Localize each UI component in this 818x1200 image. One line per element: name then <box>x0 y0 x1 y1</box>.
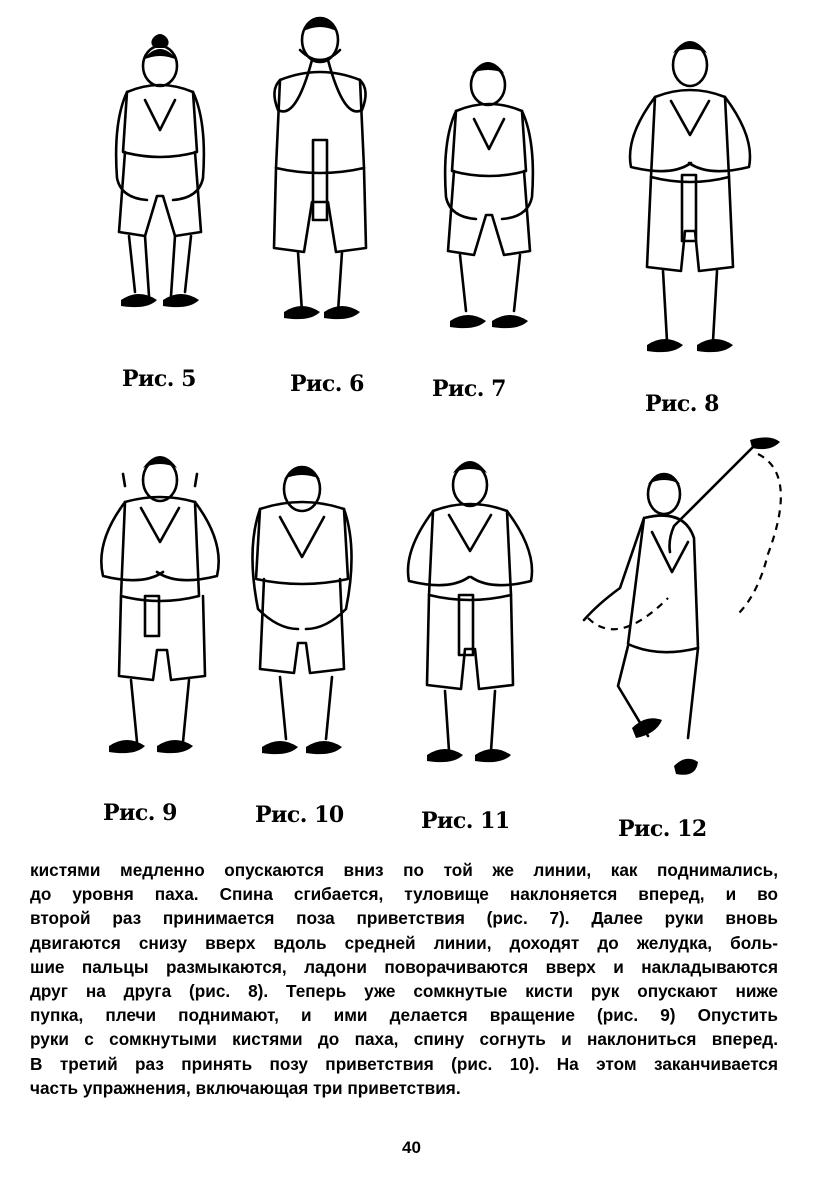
body-text-paragraph <box>30 858 778 1100</box>
text-line: часть упражнения, включающая три приветствия. <box>30 1077 461 1098</box>
figure-11-illustration <box>405 455 535 775</box>
figure-5-illustration <box>105 30 215 330</box>
figure-6-illustration <box>270 10 380 330</box>
figure-12-illustration <box>578 432 788 787</box>
text-line: В третий раз принять позу приветствия (рис. 10). На этом заканчивается <box>30 1053 778 1074</box>
figure-10-illustration <box>250 455 360 770</box>
figure-8-illustration <box>625 35 755 365</box>
text-line: пупка, плечи поднимают, и ими делается вращение (рис. 9) Опустить <box>30 1005 778 1026</box>
text-line: шие пальцы размыкаются, ладони поворачиваются вверх и накладываются <box>30 956 778 977</box>
caption-figure-11: Рис. 11 <box>421 808 510 834</box>
caption-figure-6: Рис. 6 <box>290 371 364 397</box>
text-line: кистями медленно опускаются вниз по той же линии, как поднимались, <box>30 860 778 880</box>
caption-figure-5: Рис. 5 <box>122 366 196 392</box>
text-line: руки с сомкнутыми кистями до паха, спину согнуть и наклониться вперед. <box>30 1029 778 1050</box>
caption-figure-10: Рис. 10 <box>255 802 344 828</box>
text-line: двигаются снизу вверх вдоль средней линии, доходят до желудка, боль- <box>30 932 778 953</box>
caption-figure-8: Рис. 8 <box>645 391 719 417</box>
page-number: 40 <box>402 1138 421 1157</box>
caption-figure-7: Рис. 7 <box>432 376 506 402</box>
figure-9-illustration <box>95 450 225 770</box>
text-line: до уровня паха. Спина сгибается, туловище наклоняется вперед, и во <box>30 884 778 905</box>
caption-figure-12: Рис. 12 <box>618 816 707 842</box>
figure-7-illustration <box>438 55 548 350</box>
caption-figure-9: Рис. 9 <box>103 800 177 826</box>
text-line: друг на друга (рис. 8). Теперь уже сомкнутые кисти рук опускают ниже <box>30 981 778 1002</box>
text-line: второй раз принимается поза приветствия (рис. 7). Далее руки вновь <box>30 908 778 929</box>
